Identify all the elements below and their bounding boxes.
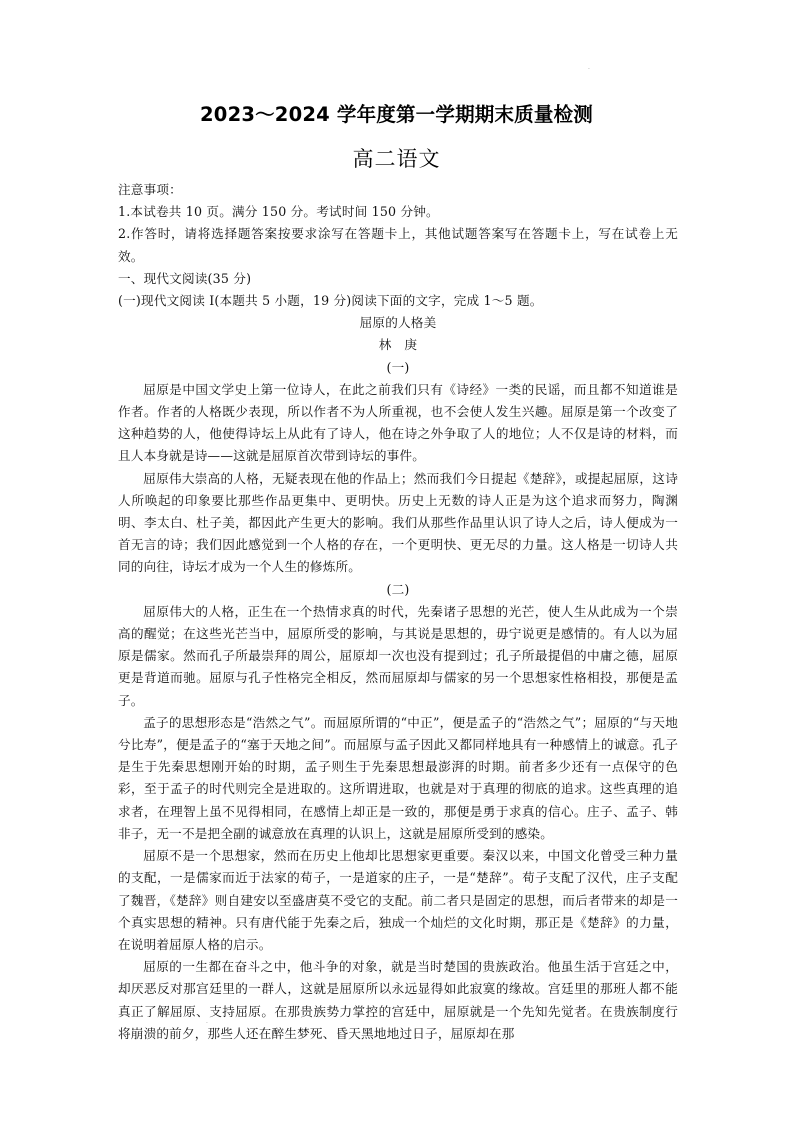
notes-item-2: 2.作答时，请将选择题答案按要求涂写在答题卡上，其他试题答案写在答题卡上，写在试卷上无效。 (118, 226, 678, 264)
scan-speck: · (588, 66, 590, 73)
paragraph: 屈原不是一个思想家，然而在历史上他却比思想家更重要。秦汉以来，中国文化曾受三种力量的支配，一是儒家而近于法家的荀子，一是道家的庄子，一是“楚辞”。荀子支配了汉代，庄子支配了魏晋，《楚辞》则自建安以至盛唐莫不受它的支配。前二者只是固定的思想，而后者带来的却是一个真实思想的精神。只有唐代能于先秦之后，独成一个灿烂的文化时期，那正是《楚辞》的力量，在说明着屈原人格的启示。 (118, 848, 678, 952)
notes-heading: 注意事项： (118, 182, 182, 197)
paragraph: 孟子的思想形态是“浩然之气”。而屈原所谓的“中正”，便是孟子的“浩然之气”；屈原的“与天地兮比寿”，便是孟子的“塞于天地之间”。而屈原与孟子因此又都同样地具有一种感情上的诚意。孔子是生于先秦思想刚开始的时期，孟子则生于先秦思想最澎湃的时期。前者多少还有一点保守的色彩，至于孟子的时代则完全是进取的。这所谓进取，也就是对于真理的彻底的追求。这些真理的追求者，在理智上虽不见得相同，在感情上却正是一致的，那便是勇于求真的信心。庄子、孟子、韩非子，无一不是把全副的诚意放在真理的认识上，这就是屈原所受到的感染。 (118, 714, 678, 841)
instructions-block (118, 179, 678, 1045)
part-2-label: (二) (386, 581, 410, 597)
section-subheading: (一)现代文阅读 I(本题共 5 小题，19 分)阅读下面的文字，完成 1～5 题。 (118, 293, 543, 309)
paragraph: 屈原是中国文学史上第一位诗人，在此之前我们只有《诗经》一类的民谣，而且都不知道谁是作者。作者的人格既少表现，所以作者不为人所重视，也不会使人发生兴趣。屈原是第一个改变了这种趋势的人，他使得诗坛上从此有了诗人，他在诗之外争取了人的地位；人不仅是诗的材料，而且人本身就是诗——这就是屈原首次带到诗坛的事件。 (118, 381, 678, 464)
section-heading: 一、现代文阅读(35 分) (118, 270, 252, 286)
notes-item-1: 1.本试卷共 10 页。满分 150 分。考试时间 150 分钟。 (118, 204, 439, 220)
part-1-label: (一) (386, 359, 410, 375)
article-author: 林 庚 (378, 337, 418, 353)
exam-title: 2023～2024 学年度第一学期期末质量检测 (200, 103, 593, 126)
paragraph: 屈原伟大崇高的人格，无疑表现在他的作品上；然而我们今日提起《楚辞》，或提起屈原，这诗人所唤起的印象要比那些作品更集中、更明快。历史上无数的诗人正是为这个追求而努力，陶渊明、李太白、杜子美，都因此产生更大的影响。我们从那些作品里认识了诗人之后，诗人便成为一首无言的诗；我们因此感觉到一个人格的存在，一个更明快、更无尽的力量。这人格是一切诗人共同的向往，诗坛才成为一个人生的修炼所。 (118, 470, 678, 575)
scan-speck: · (206, 1020, 208, 1027)
subject-title: 高二语文 (352, 147, 441, 171)
paragraph: 屈原伟大的人格，正生在一个热情求真的时代，先秦诸子思想的光芒，使人生从此成为一个崇高的醒觉；在这些光芒当中，屈原所受的影响，与其说是思想的，毋宁说更是感情的。有人以为屈原是儒家。然而孔子所最崇拜的周公，屈原却一次也没有提到过；孔子所最提倡的中庸之德，屈原更是背道而驰。屈原与孔子性格完全相反，然而屈原却与儒家的另一个思想家性格相投，那便是孟子。 (118, 603, 678, 708)
article-title: 屈原的人格美 (359, 315, 437, 331)
paragraph: 屈原的一生都在奋斗之中，他斗争的对象，就是当时楚国的贵族政治。他虽生活于宫廷之中，却厌恶反对那宫廷里的一群人，这就是屈原所以永远显得如此寂寞的缘故。宫廷里的那班人都不能真正了解屈原、支持屈原。在那贵族势力掌控的宫廷中，屈原就是一个先知先觉者。在贵族制度行将崩溃的前夕，那些人还在醉生梦死、昏天黑地地过日子，屈原却在那 (118, 959, 678, 1041)
